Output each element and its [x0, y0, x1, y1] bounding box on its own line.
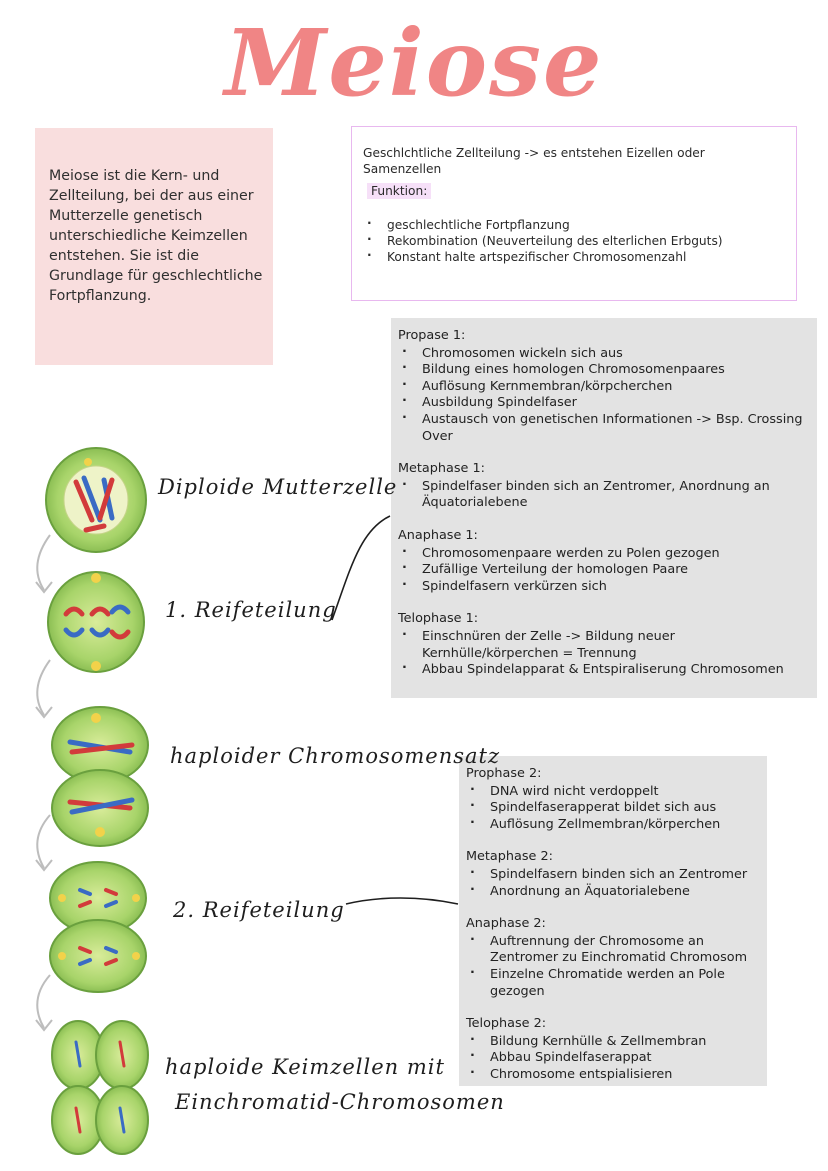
list-item: · Chromosomenpaare werden zu Polen gezogen: [398, 546, 811, 563]
phase-block: [398, 328, 811, 445]
list-item: · Austausch von genetischen Informationen -> Bsp. Crossing Over: [398, 412, 811, 445]
list-item: · Ausbildung Spindelfaser: [398, 395, 811, 412]
list-item: · Einzelne Chromatide werden an Pole gezogen: [466, 967, 761, 1000]
function-list: [363, 217, 786, 265]
phase-block: [466, 849, 761, 900]
list-item: · Auflösung Kernmembran/körpcherchen: [398, 379, 811, 396]
cell-haploid-pair: [52, 707, 148, 846]
page-title: Meiose: [224, 9, 604, 117]
meiosis-2-phases-box: [459, 756, 767, 1086]
label-gametes-2: Einchromatid-Chromosomen: [175, 1090, 505, 1114]
label-second-division: 2. Reifeteilung: [173, 898, 345, 922]
phase-block: [466, 916, 761, 1000]
meiosis-1-phases-box: [391, 318, 817, 698]
phase-title: Metaphase 1:: [398, 461, 485, 477]
cell-second-division: [50, 862, 146, 992]
list-item: · Rekombination (Neuverteilung des elterlichen Erbguts): [363, 233, 786, 249]
phase-block: [398, 528, 811, 595]
label-diploid: Diploide Mutterzelle: [158, 475, 398, 499]
phase-title: Telophase 1:: [398, 611, 479, 627]
list-item: · Anordnung an Äquatorialebene: [466, 884, 761, 901]
definition-box: [35, 128, 273, 365]
phase-title: Propase 1:: [398, 328, 466, 343]
list-item: · Einschnüren der Zelle -> Bildung neuer Kernhülle/körperchen = Trennung: [398, 629, 811, 662]
list-item: · Auflösung Zellmembran/körperchen: [466, 817, 761, 834]
phase-block: [398, 461, 811, 512]
list-item: · Spindelfasern binden sich an Zentromer: [466, 867, 761, 884]
phase-title: Anaphase 1:: [398, 527, 478, 543]
list-item: · DNA wird nicht verdoppelt: [466, 784, 761, 801]
list-item: · geschlechtliche Fortpflanzung: [363, 217, 786, 233]
list-item: · Bildung Kernhülle & Zellmembran: [466, 1034, 761, 1051]
list-item: · Chromosomen wickeln sich aus: [398, 346, 811, 363]
phase-title: Anaphase 2:: [466, 916, 546, 932]
meiosis-illustration: [0, 440, 160, 1165]
list-item: · Chromosome entspialisieren: [466, 1067, 761, 1084]
cell-gametes: [52, 1021, 148, 1154]
phase-title: Prophase 2:: [466, 766, 542, 781]
list-item: · Abbau Spindelfaserappat: [466, 1050, 761, 1067]
list-item: · Konstant halte artspezifischer Chromosomenzahl: [363, 249, 786, 265]
phase-block: [466, 766, 761, 833]
label-haploid: haploider Chromosomensatz: [170, 744, 501, 768]
phase-title: Metaphase 2:: [466, 849, 553, 865]
function-box: [351, 126, 797, 301]
list-item: · Spindelfaserapperat bildet sich aus: [466, 800, 761, 817]
connector-line-2: [340, 890, 465, 920]
phase-block: [466, 1016, 761, 1083]
list-item: · Abbau Spindelapparat & Entspiraliserung Chromosomen: [398, 662, 811, 679]
list-item: · Zufällige Verteilung der homologen Paare: [398, 562, 811, 579]
function-label: Funktion:: [367, 183, 431, 199]
cell-first-division: [48, 572, 144, 672]
list-item: · Bildung eines homologen Chromosomenpaares: [398, 362, 811, 379]
list-item: · Spindelfaser binden sich an Zentromer, Anordnung an Äquatorialebene: [398, 479, 811, 512]
list-item: · Auftrennung der Chromosome an Zentromer zu Einchromatid Chromosom: [466, 934, 761, 967]
label-first-division: 1. Reifeteilung: [165, 598, 337, 622]
cell-diploid: [46, 448, 146, 552]
phase-block: [398, 611, 811, 678]
definition-text: Meiose ist die Kern- und Zellteilung, bei der aus einer Mutterzelle genetisch unterschiedliche Keimzellen entstehen. Sie ist die Grundlage für geschlechtliche Fortpflanzung.: [49, 168, 263, 304]
function-intro: Geschlchtliche Zellteilung -> es entstehen Eizellen oder Samenzellen: [363, 146, 705, 176]
list-item: · Spindelfasern verkürzen sich: [398, 579, 811, 596]
phase-title: Telophase 2:: [466, 1016, 547, 1032]
label-gametes-1: haploide Keimzellen mit: [165, 1055, 445, 1079]
